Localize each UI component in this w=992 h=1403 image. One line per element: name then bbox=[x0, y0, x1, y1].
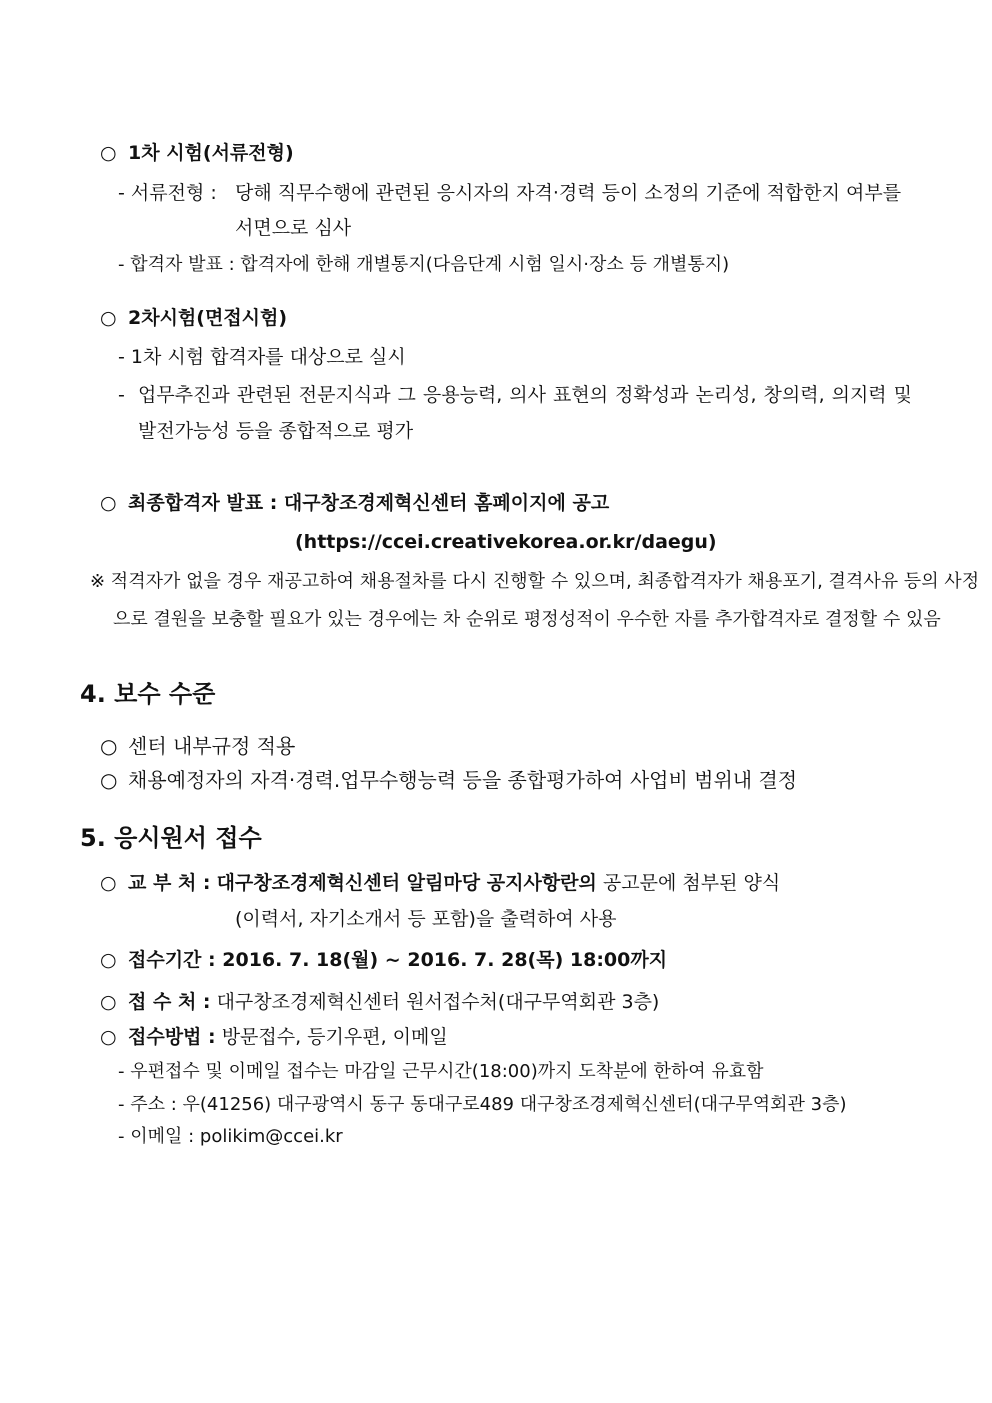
section4-item2-text: 채용예정자의 자격·경력.업무수행능력 등을 종합평가하여 사업비 범위내 결정 bbox=[128, 768, 798, 792]
round2-item2-line2: 발전가능성 등을 종합적으로 평가 bbox=[138, 420, 414, 442]
screening-text-1: 당해 직무수행에 관련된 응시자의 자격·경력 등이 소정의 기준에 적합한지 여부를 bbox=[235, 182, 902, 204]
issue-place-line bbox=[100, 870, 780, 896]
final-url: (https://ccei.creativekorea.or.kr/daegu) bbox=[295, 531, 717, 553]
method-line bbox=[100, 1024, 448, 1050]
circle-bullet-icon: ○ bbox=[100, 142, 117, 164]
circle-bullet-icon: ○ bbox=[100, 1026, 117, 1048]
place-value: 대구창조경제혁신센터 원서접수처(대구무역회관 3층) bbox=[216, 991, 660, 1013]
circle-bullet-icon: ○ bbox=[100, 768, 118, 792]
round2-item1: - 1차 시험 합격자를 대상으로 실시 bbox=[118, 346, 406, 368]
screening-label: - 서류전형 : bbox=[118, 182, 217, 204]
circle-bullet-icon: ○ bbox=[100, 872, 117, 894]
place-label: 접 수 처 : bbox=[128, 991, 211, 1013]
round1-title-line bbox=[100, 140, 294, 166]
method-value: 방문접수, 등기우편, 이메일 bbox=[221, 1026, 448, 1048]
final-title-line bbox=[100, 490, 609, 516]
section5-heading: 5. 응시원서 접수 bbox=[80, 824, 262, 852]
period-value: 2016. 7. 18(월) ~ 2016. 7. 28(목) 18:00까지 bbox=[222, 949, 668, 971]
section4-item1 bbox=[100, 733, 295, 759]
method-sub2: - 주소 : 우(41256) 대구광역시 동구 동대구로489 대구창조경제혁신센터(대구무역회관 3층) bbox=[118, 1094, 847, 1115]
round1-title: 1차 시험(서류전형) bbox=[128, 142, 294, 164]
circle-bullet-icon: ○ bbox=[100, 734, 118, 758]
issue-place-text-2: (이력서, 자기소개서 등 포함)을 출력하여 사용 bbox=[235, 908, 617, 930]
issue-place-text: 공고문에 첨부된 양식 bbox=[602, 872, 781, 894]
circle-bullet-icon: ○ bbox=[100, 991, 117, 1013]
method-sub3: - 이메일 : polikim@ccei.kr bbox=[118, 1126, 343, 1147]
screening-text-2: 서면으로 심사 bbox=[235, 217, 352, 239]
circle-bullet-icon: ○ bbox=[100, 949, 117, 971]
round2-item2-line1: 업무추진과 관련된 전문지식과 그 응용능력, 의사 표현의 정확성과 논리성, 창의력, 의지력 및 bbox=[138, 384, 912, 406]
method-label: 접수방법 : bbox=[128, 1026, 216, 1048]
final-note-line2: 으로 결원을 보충할 필요가 있는 경우에는 차 순위로 평정성적이 우수한 자를 추가합격자로 결정할 수 있음 bbox=[113, 609, 941, 630]
section4-item2 bbox=[100, 767, 797, 793]
round2-item2-dash: - bbox=[118, 384, 125, 406]
issue-place-label: 교 부 처 : bbox=[128, 872, 211, 894]
section4-item1-text: 센터 내부규정 적용 bbox=[128, 734, 296, 758]
final-note-line1: ※ 적격자가 없을 경우 재공고하여 채용절차를 다시 진행할 수 있으며, 최종합격자가 채용포기, 결격사유 등의 사정 bbox=[90, 571, 980, 592]
round2-title-line bbox=[100, 305, 287, 331]
place-line bbox=[100, 989, 659, 1015]
round2-title: 2차시험(면접시험) bbox=[128, 307, 288, 329]
method-sub1: - 우편접수 및 이메일 접수는 마감일 근무시간(18:00)까지 도착분에 한하여 유효함 bbox=[118, 1061, 764, 1082]
period-line bbox=[100, 947, 667, 973]
period-label: 접수기간 : bbox=[128, 949, 216, 971]
issue-place-bold: 대구창조경제혁신센터 알림마당 공지사항란의 bbox=[216, 872, 597, 894]
section4-heading: 4. 보수 수준 bbox=[80, 680, 216, 708]
round1-announce: - 합격자 발표 : 합격자에 한해 개별통지(다음단계 시험 일시·장소 등 개별통지) bbox=[118, 254, 730, 275]
circle-bullet-icon: ○ bbox=[100, 307, 117, 329]
final-title: 최종합격자 발표 : 대구창조경제혁신센터 홈페이지에 공고 bbox=[128, 492, 610, 514]
circle-bullet-icon: ○ bbox=[100, 492, 117, 514]
